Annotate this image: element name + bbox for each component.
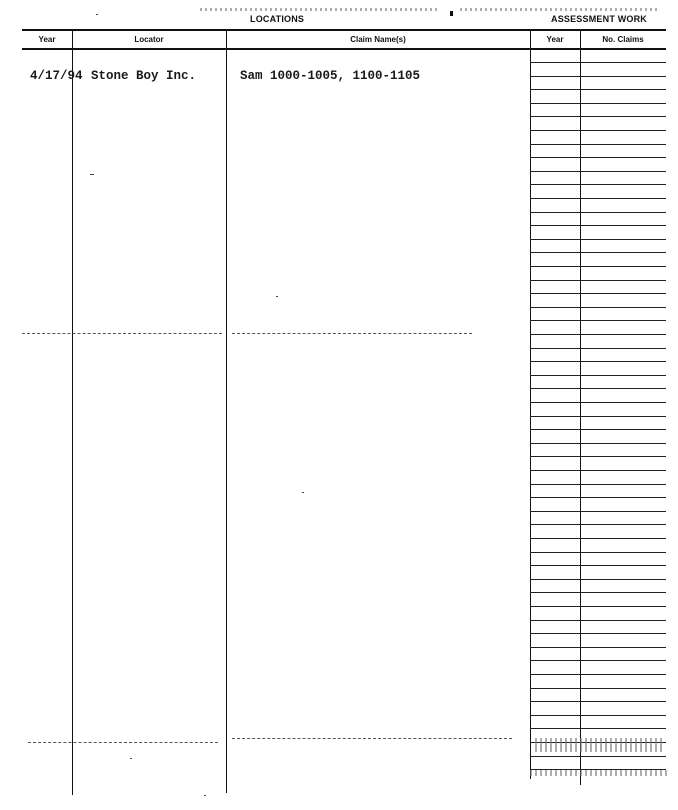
column-header-locator: Locator [134, 35, 164, 44]
scan-noise [460, 8, 660, 11]
assessment-rule-line [530, 198, 666, 199]
scan-noise [200, 8, 440, 11]
column-header-year: Year [38, 35, 56, 44]
assessment-rule-line [530, 225, 666, 226]
assessment-rule-line [530, 334, 666, 335]
scan-speck [96, 14, 98, 15]
scan-artifact-line [232, 333, 472, 334]
assessment-rule-line [530, 756, 666, 757]
assessment-rule-line [530, 647, 666, 648]
scan-speck [450, 11, 453, 16]
assessment-rule-line [530, 456, 666, 457]
assessment-rule-line [530, 620, 666, 621]
assessment-rule-line [530, 212, 666, 213]
scan-speck [130, 758, 132, 759]
assessment-rule-line [530, 76, 666, 77]
header-bottom-rule [22, 48, 666, 50]
scan-speck [90, 174, 94, 175]
row-1-locator: Stone Boy Inc. [91, 69, 197, 83]
assessment-rule-line [530, 443, 666, 444]
assessment-rule-line [530, 252, 666, 253]
assessment-rule-line [530, 552, 666, 553]
assessment-rule-line [530, 307, 666, 308]
assessment-rule-line [530, 538, 666, 539]
assessment-rule-line [530, 429, 666, 430]
column-divider-claims [530, 29, 531, 779]
column-header-claim-names: Claim Name(s) [350, 35, 406, 44]
assessment-rule-line [530, 660, 666, 661]
header-top-rule [22, 29, 666, 31]
scan-artifact-line [232, 738, 512, 739]
assessment-rule-line [530, 280, 666, 281]
scan-artifact-line [22, 333, 222, 334]
row-1-claim-names: Sam 1000-1005, 1100-1105 [240, 69, 421, 83]
assessment-rule-line [530, 266, 666, 267]
scan-noise [530, 770, 668, 776]
row-1-year: 4/17/94 [30, 69, 83, 83]
assessment-rule-line [530, 565, 666, 566]
assessment-rule-line [530, 497, 666, 498]
scan-speck [204, 795, 206, 796]
assessment-rule-line [530, 511, 666, 512]
assessment-rule-line [530, 375, 666, 376]
assessment-rule-line [530, 157, 666, 158]
assessment-rule-line [530, 579, 666, 580]
assessment-rule-line [530, 239, 666, 240]
assessment-rule-line [530, 62, 666, 63]
scan-speck [276, 296, 278, 297]
column-divider-assessment [580, 29, 581, 785]
locations-group-label: LOCATIONS [250, 14, 305, 24]
scan-noise [535, 738, 665, 752]
assessment-rule-line [530, 524, 666, 525]
assessment-rule-line [530, 674, 666, 675]
assessment-rule-line [530, 130, 666, 131]
assessment-rule-line [530, 144, 666, 145]
assessment-rule-line [530, 688, 666, 689]
column-divider-locator [226, 29, 227, 793]
assessment-rule-line [530, 484, 666, 485]
assessment-rule-line [530, 293, 666, 294]
column-header-assessment-year: Year [546, 35, 564, 44]
assessment-rule-line [530, 116, 666, 117]
assessment-rule-line [530, 402, 666, 403]
assessment-rule-line [530, 701, 666, 702]
assessment-rule-line [530, 361, 666, 362]
scan-artifact-line [28, 742, 218, 743]
assessment-rule-line [530, 606, 666, 607]
assessment-rule-line [530, 715, 666, 716]
assessment-rule-line [530, 103, 666, 104]
assessment-rule-line [530, 633, 666, 634]
assessment-rule-line [530, 416, 666, 417]
scan-speck [302, 492, 304, 493]
assessment-rule-line [530, 592, 666, 593]
assessment-rule-line [530, 470, 666, 471]
assessment-rule-line [530, 171, 666, 172]
assessment-rule-line [530, 89, 666, 90]
assessment-rule-line [530, 388, 666, 389]
column-divider-year [72, 29, 73, 795]
assessment-rule-line [530, 348, 666, 349]
assessment-work-group-label: ASSESSMENT WORK [551, 14, 648, 24]
assessment-rule-line [530, 728, 666, 729]
assessment-rule-line [530, 184, 666, 185]
assessment-rule-line [530, 320, 666, 321]
column-header-no-claims: No. Claims [602, 35, 644, 44]
